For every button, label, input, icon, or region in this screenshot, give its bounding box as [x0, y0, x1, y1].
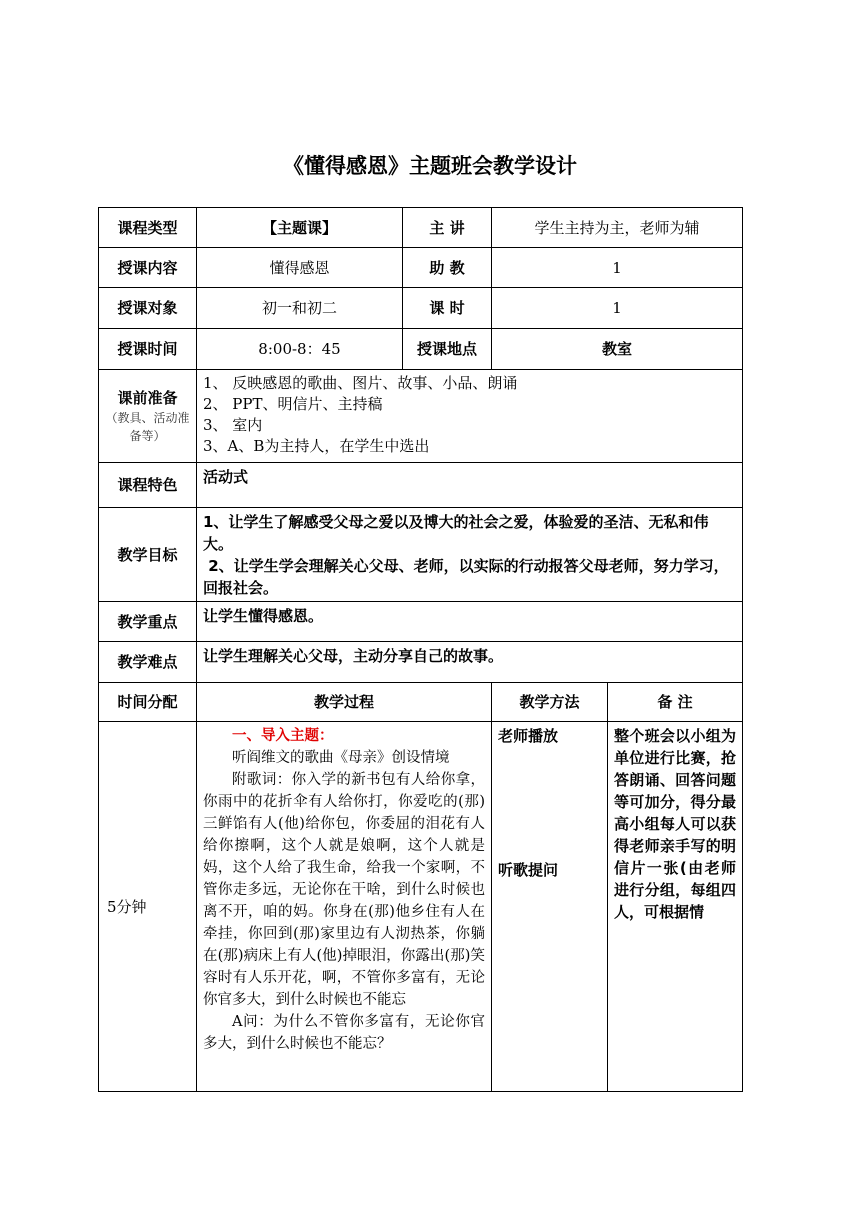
process-methods	[492, 722, 608, 1092]
row-course-type	[99, 208, 743, 248]
preparation-label	[99, 370, 197, 463]
preparation-item: 3、A、B为主持人，在学生中选出	[203, 437, 430, 455]
class-hours-value: 1	[492, 288, 743, 329]
audience-value: 初一和初二	[197, 288, 403, 329]
process-heading: 一、导入主题：	[232, 728, 334, 744]
process-paragraph: 附歌词：你入学的新书包有人给你拿，你雨中的花折伞有人给你打，你爱吃的(那)三鲜馅有人(他)给你包，你委屈的泪花有人给你擦啊，这个人就是娘啊，这个人就是妈，这个人给了我生命，给我一个家啊，不管你走多远，无论你在干啥，到什么时候也离不开，咱的妈。你身在(那)他乡住有人在牵挂，你回到(那)家里边有人沏热茶，你躺在(那)病床上有人(他)掉眼泪，你露出(那)笑容时有人乐开花，啊，不管你多富有，无论你官多大，到什么时候也不能忘	[203, 772, 486, 1008]
class-hours-label: 课 时	[403, 288, 492, 329]
lecturer-label: 主 讲	[403, 208, 492, 248]
document-title: 《懂得感恩》主题班会教学设计	[283, 154, 577, 178]
row-audience	[99, 288, 743, 329]
method-item: 老师播放	[498, 727, 559, 745]
goals-label: 教学目标	[99, 508, 197, 602]
process-time: 5分钟	[99, 722, 197, 1092]
preparation-item: 3、 室内	[203, 416, 263, 434]
feature-value: 活动式	[197, 463, 743, 508]
preparation-label-text: 课前准备	[117, 389, 178, 407]
content-label: 授课内容	[99, 248, 197, 288]
row-preparation	[99, 370, 743, 463]
assistant-value: 1	[492, 248, 743, 288]
difficulty-label: 教学难点	[99, 642, 197, 683]
process-row	[99, 722, 743, 1092]
process-content	[197, 722, 492, 1092]
difficulty-value: 让学生理解关心父母，主动分享自己的故事。	[197, 642, 743, 683]
preparation-item: 1、 反映感恩的歌曲、图片、故事、小品、朗诵	[203, 374, 518, 392]
process-header-row	[99, 683, 743, 722]
course-type-value: 【主题课】	[197, 208, 403, 248]
row-feature	[99, 463, 743, 508]
lesson-plan-table	[98, 207, 743, 1092]
feature-label: 课程特色	[99, 463, 197, 508]
key-point-label: 教学重点	[99, 602, 197, 642]
row-content	[99, 248, 743, 288]
header-notes: 备 注	[608, 683, 743, 722]
row-goals	[99, 508, 743, 602]
assistant-label: 助 教	[403, 248, 492, 288]
row-difficulty	[99, 642, 743, 683]
lecturer-value: 学生主持为主，老师为辅	[492, 208, 743, 248]
row-key-point	[99, 602, 743, 642]
content-value: 懂得感恩	[197, 248, 403, 288]
header-method: 教学方法	[492, 683, 608, 722]
row-time	[99, 329, 743, 370]
audience-label: 授课对象	[99, 288, 197, 329]
header-time: 时间分配	[99, 683, 197, 722]
location-value: 教室	[492, 329, 743, 370]
preparation-list	[197, 370, 743, 463]
goal-item: 2、让学生学会理解关心父母、老师，以实际的行动报答父母老师，努力学习，回报社会。	[203, 557, 729, 597]
goals-list	[197, 508, 743, 602]
location-label: 授课地点	[403, 329, 492, 370]
key-point-value: 让学生懂得感恩。	[197, 602, 743, 642]
process-paragraph: A问：为什么不管你多富有，无论你官多大，到什么时候也不能忘？	[203, 1014, 486, 1052]
preparation-sublabel: （教具、活动准备等）	[105, 411, 190, 443]
time-value: 8:00-8：45	[197, 329, 403, 370]
header-process: 教学过程	[197, 683, 492, 722]
time-label: 授课时间	[99, 329, 197, 370]
preparation-item: 2、 PPT、明信片、主持稿	[203, 395, 383, 413]
process-paragraph: 听阎维文的歌曲《母亲》创设情境	[232, 750, 450, 766]
method-item: 听歌提问	[498, 861, 559, 879]
goal-item: 1、让学生了解感受父母之爱以及博大的社会之爱，体验爱的圣洁、无私和伟大。	[203, 513, 709, 553]
process-notes: 整个班会以小组为单位进行比赛，抢答朗诵、回答问题等可加分，得分最高小组每人可以获得老师亲手写的明信片一张(由老师进行分组，每组四人，可根据情	[608, 722, 743, 1092]
course-type-label: 课程类型	[99, 208, 197, 248]
